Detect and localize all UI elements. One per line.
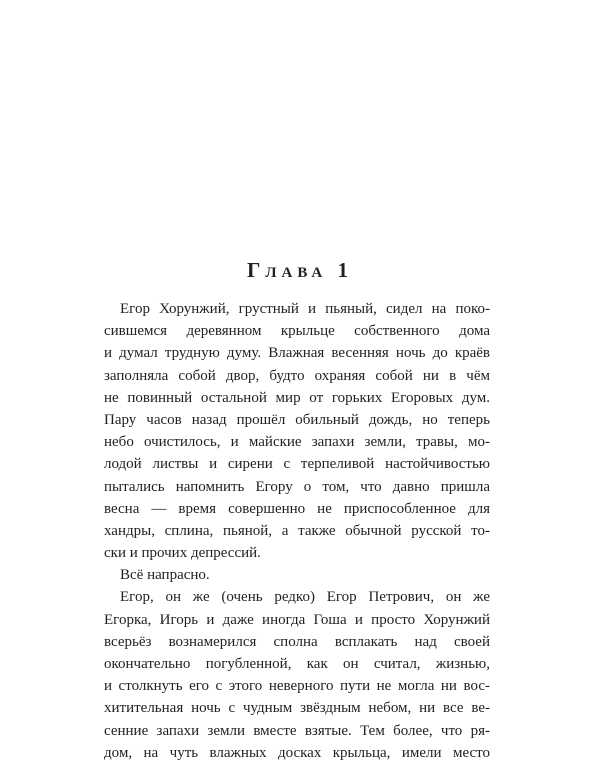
text-line: всерьёз вознамерился сполна всплакать над своей [104,633,490,650]
text-line: небо очистилось, и майские запахи земли, травы, мо- [104,434,490,451]
text-line: лодой листвы и сирени с терпеливой настойчивостью [104,456,490,473]
text-line: сившемся деревянном крыльце собственного дома [104,323,490,340]
text-line: и столкнуть его с этого неверного пути не могла ни вос- [104,678,490,695]
text-line: весна — время совершенно не приспособленное для [104,500,490,517]
text-line: хитительная ночь с чудным звёздным небом, ни все ве- [104,700,490,717]
text-line: и думал трудную думу. Влажная весенняя ночь до краёв [104,345,490,362]
text-line: заполняла собой двор, будто охраняя собой ни в чём [104,367,490,384]
text-line: Пару часов назад прошёл обильный дождь, но теперь [104,411,490,428]
chapter-title: Глава 1 [246,258,353,282]
text-line: не повинный остальной мир от горьких Егоровых дум. [104,389,490,406]
text-line: Егорка, Игорь и даже иногда Гоша и просто Хорунжий [104,611,490,628]
text-line: Всё напрасно. [120,567,210,584]
text-line: сенние запахи земли вместе взятые. Тем более, что ря- [104,722,490,739]
text-line: окончательно погубленной, как он считал, жизнью, [104,656,490,672]
text-line: пытались напомнить Егору о том, что давно пришла [104,478,490,495]
body-text [104,298,490,764]
text-line: хандры, сплина, пьяной, а также обычной русской то- [104,522,490,539]
text-line: ски и прочих депрессий. [104,545,261,562]
text-line: Егор Хорунжий, грустный и пьяный, сидел на поко- [120,301,490,317]
text-line: дом, на чуть влажных досках крыльца, имели место [104,744,490,761]
text-line: Егор, он же (очень редко) Егор Петрович, он же [120,589,490,606]
